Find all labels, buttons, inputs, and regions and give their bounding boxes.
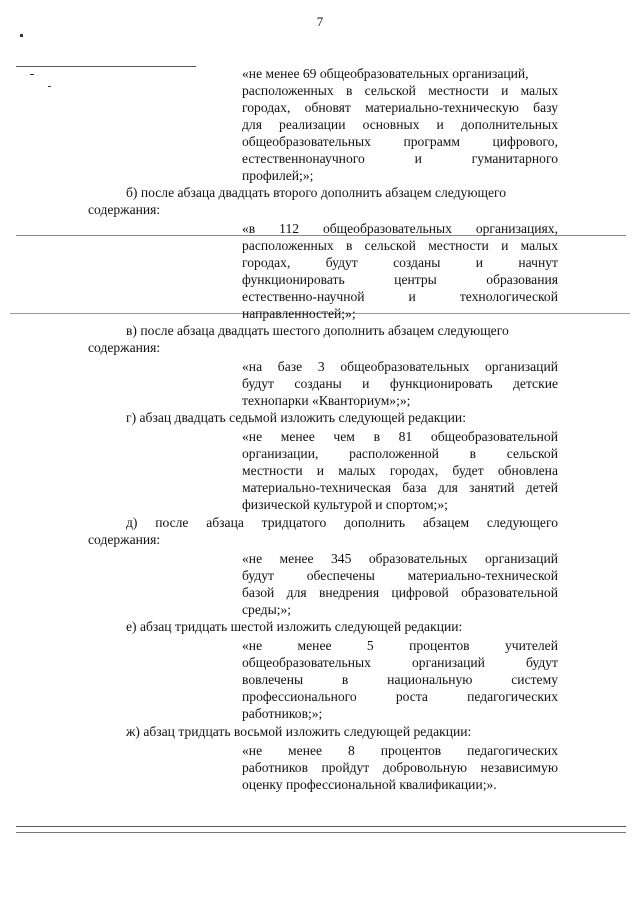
text-line: «не менее 345 образовательных организаций (242, 551, 558, 566)
text-line: профессионального роста педагогических (242, 689, 558, 704)
text-line: «не менее 5 процентов учителей (242, 638, 558, 653)
text-line: в) после абзаца двадцать шестого дополнить абзацем следующего (126, 323, 509, 338)
text-line: физической культурой и спортом;»; (242, 497, 448, 512)
text-line: будут обеспечены материально-технической (242, 568, 558, 583)
text-line: «не менее чем в 81 общеобразовательной (242, 429, 558, 444)
scan-mark (48, 86, 51, 87)
text-line: б) после абзаца двадцать второго дополнить абзацем следующего (126, 185, 507, 200)
text-line: ж) абзац тридцать восьмой изложить следующей редакции: (126, 724, 472, 739)
text-line: будут созданы и функционировать детские (242, 376, 558, 391)
text-line: «не менее 8 процентов педагогических (242, 743, 558, 758)
page-number: 7 (316, 14, 324, 29)
text-line: технопарки «Кванториум»;»; (242, 393, 411, 408)
text-line: для реализации основных и дополнительных (242, 117, 558, 132)
scan-line (16, 826, 626, 827)
text-line: городах, обновят материально-техническую базу (242, 100, 558, 115)
text-line: г) абзац двадцать седьмой изложить следующей редакции: (126, 410, 466, 425)
text-line: работников;»; (242, 706, 323, 721)
text-line: расположенных в сельской местности и малых (242, 83, 558, 98)
text-line: д) после абзаца тридцатого дополнить абзацем следующего (126, 515, 558, 530)
text-line: функционировать центры образования (242, 272, 558, 287)
text-line: направленностей;»; (242, 306, 356, 321)
text-line: работников пройдут добровольную независимую (242, 760, 558, 775)
text-line: «на базе 3 общеобразовательных организаций (242, 359, 558, 374)
text-line: е) абзац тридцать шестой изложить следующей редакции: (126, 619, 463, 634)
text-line: материально-техническая база для занятий детей (242, 480, 558, 495)
text-line: содержания: (88, 532, 161, 547)
text-line: среды;»; (242, 602, 292, 617)
text-line: естественно-научной и технологической (242, 289, 558, 304)
text-line: профилей;»; (242, 168, 314, 183)
text-line: местности и малых городах, будет обновлена (242, 463, 558, 478)
scan-mark (30, 74, 34, 75)
text-line: расположенных в сельской местности и малых (242, 238, 558, 253)
text-line: общеобразовательных организаций будут (242, 655, 558, 670)
text-line: общеобразовательных программ цифрового, (242, 134, 558, 149)
text-line: городах, будут созданы и начнут (242, 255, 558, 270)
scan-line (16, 832, 626, 833)
text-line: содержания: (88, 340, 161, 355)
text-line: «в 112 общеобразовательных организациях, (242, 221, 558, 236)
text-line: содержания: (88, 202, 161, 217)
scan-line (16, 66, 196, 67)
text-line: оценку профессиональной квалификации;». (242, 777, 497, 792)
text-line: вовлечены в национальную систему (242, 672, 558, 687)
scan-mark (20, 34, 23, 37)
text-line: базой для внедрения цифровой образовательной (242, 585, 558, 600)
text-line: организации, расположенной в сельской (242, 446, 558, 461)
text-line: естественнонаучного и гуманитарного (242, 151, 558, 166)
text-line: «не менее 69 общеобразовательных организаций, (242, 66, 529, 81)
